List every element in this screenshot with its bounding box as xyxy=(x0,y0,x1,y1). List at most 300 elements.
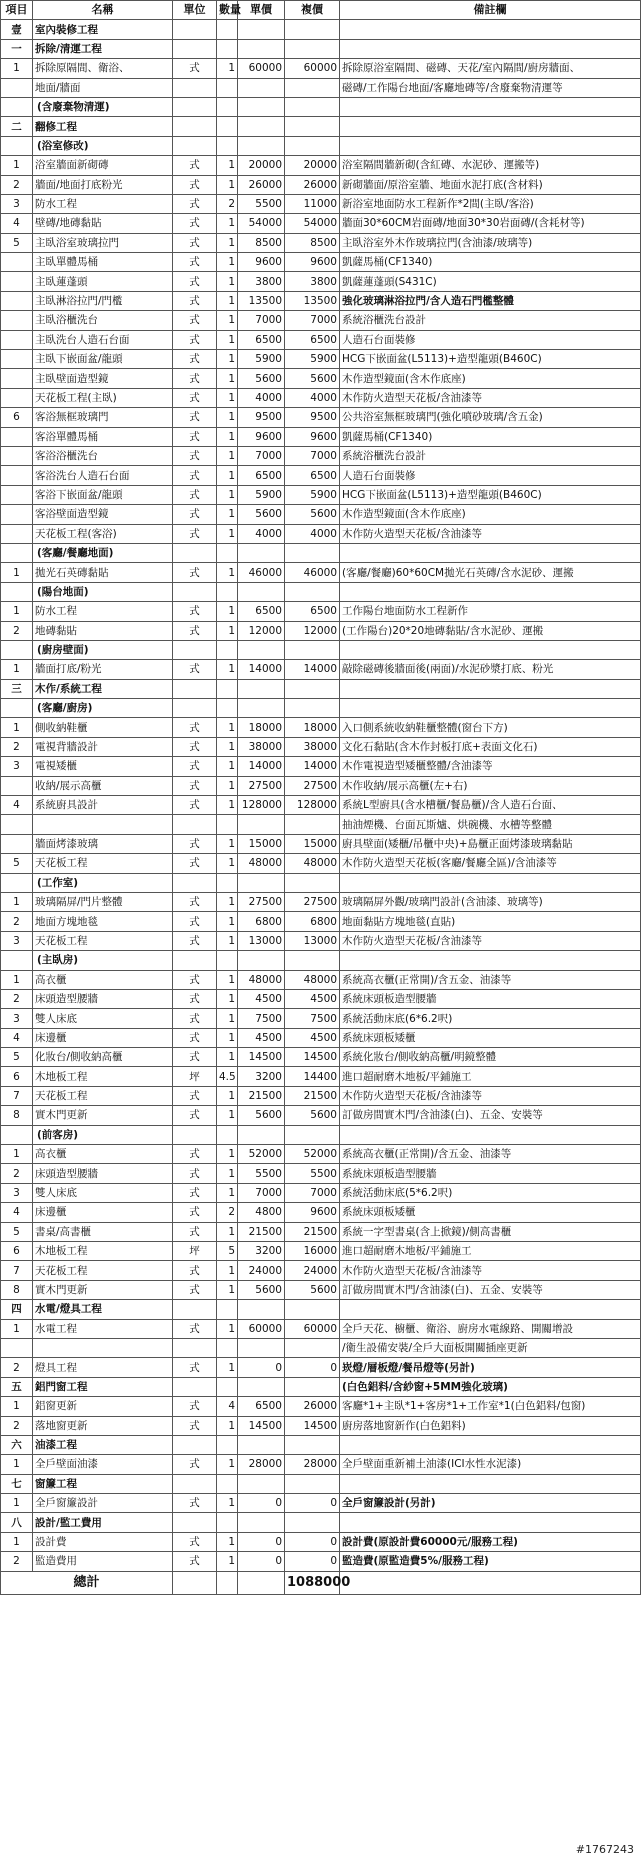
row-qty: 1 xyxy=(217,408,238,427)
row-remarks: 監造費(原監造費5%/服務工程) xyxy=(340,1552,641,1571)
row-unit: 式 xyxy=(173,291,217,310)
table-row xyxy=(1,776,641,795)
row-price: 8500 xyxy=(238,233,285,252)
table-row xyxy=(1,1183,641,1202)
row-unit: 式 xyxy=(173,854,217,873)
row-item: 三 xyxy=(1,679,33,698)
header-price: 單價 xyxy=(238,1,285,20)
row-remarks: 木作收納/展示高櫃(左+右) xyxy=(340,776,641,795)
row-remarks: 人造石台面裝修 xyxy=(340,330,641,349)
row-name: 鋁門窗工程 xyxy=(33,1377,173,1396)
row-name: 客浴洗台人造石台面 xyxy=(33,466,173,485)
row-amount: 9600 xyxy=(285,253,340,272)
row-price: 7500 xyxy=(238,1009,285,1028)
row-qty xyxy=(217,699,238,718)
row-name: (客廳/廚房) xyxy=(33,699,173,718)
row-amount: 8500 xyxy=(285,233,340,252)
row-name: 窗簾工程 xyxy=(33,1474,173,1493)
row-item: 六 xyxy=(1,1435,33,1454)
table-row xyxy=(1,233,641,252)
row-amount: 48000 xyxy=(285,854,340,873)
row-qty: 1 xyxy=(217,1455,238,1474)
row-price: 13500 xyxy=(238,291,285,310)
row-qty: 1 xyxy=(217,602,238,621)
row-remarks: 系統活動床底(5*6.2呎) xyxy=(340,1183,641,1202)
row-amount: 26000 xyxy=(285,175,340,194)
row-unit: 式 xyxy=(173,156,217,175)
row-qty: 1 xyxy=(217,485,238,504)
row-unit: 式 xyxy=(173,1106,217,1125)
row-name: 壁磚/地磚黏貼 xyxy=(33,214,173,233)
row-qty: 1 xyxy=(217,369,238,388)
row-price: 9600 xyxy=(238,427,285,446)
row-qty: 1 xyxy=(217,776,238,795)
row-remarks: 木作防火造型天花板/含油漆等 xyxy=(340,524,641,543)
row-name: 拆除/清運工程 xyxy=(33,39,173,58)
row-amount: 21500 xyxy=(285,1222,340,1241)
table-row xyxy=(1,524,641,543)
row-amount xyxy=(285,1338,340,1357)
row-qty: 1 xyxy=(217,1222,238,1241)
row-name: 客浴無框玻璃門 xyxy=(33,408,173,427)
row-item xyxy=(1,543,33,562)
row-price xyxy=(238,1125,285,1144)
table-row xyxy=(1,1086,641,1105)
row-amount: 20000 xyxy=(285,156,340,175)
row-name: 電視矮櫃 xyxy=(33,757,173,776)
row-name: 牆面/地面打底粉光 xyxy=(33,175,173,194)
row-qty: 1 xyxy=(217,1048,238,1067)
row-name: 天花板工程 xyxy=(33,931,173,950)
row-qty: 1 xyxy=(217,350,238,369)
row-name: (廚房壁面) xyxy=(33,640,173,659)
row-amount: 9600 xyxy=(285,1203,340,1222)
row-qty: 1 xyxy=(217,311,238,330)
table-row xyxy=(1,1280,641,1299)
row-unit: 式 xyxy=(173,621,217,640)
row-price: 13000 xyxy=(238,931,285,950)
row-amount: 3800 xyxy=(285,272,340,291)
row-item: 7 xyxy=(1,1261,33,1280)
row-item xyxy=(1,369,33,388)
row-qty xyxy=(217,679,238,698)
row-item: 6 xyxy=(1,1067,33,1086)
total-value: 1088000 xyxy=(285,1571,340,1594)
row-price: 4500 xyxy=(238,1028,285,1047)
row-unit: 式 xyxy=(173,1028,217,1047)
row-unit: 式 xyxy=(173,718,217,737)
row-item xyxy=(1,873,33,892)
row-qty: 1 xyxy=(217,796,238,815)
row-name: (主臥房) xyxy=(33,951,173,970)
row-amount xyxy=(285,39,340,58)
row-unit: 式 xyxy=(173,311,217,330)
row-qty: 4.5 xyxy=(217,1067,238,1086)
row-unit: 式 xyxy=(173,1203,217,1222)
row-price xyxy=(238,640,285,659)
table-row xyxy=(1,20,641,39)
row-remarks: 全戶窗簾設計(另計) xyxy=(340,1494,641,1513)
row-unit: 式 xyxy=(173,1397,217,1416)
row-amount xyxy=(285,873,340,892)
row-amount: 7000 xyxy=(285,311,340,330)
row-price: 24000 xyxy=(238,1261,285,1280)
row-price: 7000 xyxy=(238,311,285,330)
row-price xyxy=(238,873,285,892)
row-name: 地磚黏貼 xyxy=(33,621,173,640)
row-qty xyxy=(217,117,238,136)
row-remarks: 牆面30*60CM岩面磚/地面30*30岩面磚/(含耗材等) xyxy=(340,214,641,233)
table-row xyxy=(1,1494,641,1513)
row-remarks xyxy=(340,97,641,116)
row-qty: 1 xyxy=(217,1552,238,1571)
row-qty: 1 xyxy=(217,1106,238,1125)
row-price: 54000 xyxy=(238,214,285,233)
row-name: 實木門更新 xyxy=(33,1106,173,1125)
row-remarks: 木作防火造型天花板(客廳/餐廳全區)/含油漆等 xyxy=(340,854,641,873)
row-item: 2 xyxy=(1,1164,33,1183)
row-price: 14000 xyxy=(238,660,285,679)
row-qty xyxy=(217,815,238,834)
row-name: 主臥蓮蓬頭 xyxy=(33,272,173,291)
row-item xyxy=(1,350,33,369)
row-remarks xyxy=(340,1513,641,1532)
row-remarks: HCG下嵌面盆(L5113)+造型龍頭(B460C) xyxy=(340,485,641,504)
row-item: 四 xyxy=(1,1300,33,1319)
table-row xyxy=(1,291,641,310)
row-item xyxy=(1,834,33,853)
header-qty: 數量 xyxy=(217,1,238,20)
row-unit xyxy=(173,1474,217,1493)
row-unit: 式 xyxy=(173,427,217,446)
row-unit xyxy=(173,582,217,601)
row-name: 室內裝修工程 xyxy=(33,20,173,39)
row-qty: 1 xyxy=(217,970,238,989)
row-name: (陽台地面) xyxy=(33,582,173,601)
row-qty: 1 xyxy=(217,388,238,407)
row-remarks: 崁燈/層板燈/餐吊燈等(另計) xyxy=(340,1358,641,1377)
row-qty: 1 xyxy=(217,1319,238,1338)
row-name: 翻修工程 xyxy=(33,117,173,136)
row-qty: 2 xyxy=(217,194,238,213)
row-remarks: 系統一字型書桌(含上掀鏡)/側高書櫃 xyxy=(340,1222,641,1241)
table-row xyxy=(1,1106,641,1125)
row-name: 主臥浴室玻璃拉門 xyxy=(33,233,173,252)
row-name xyxy=(33,815,173,834)
table-row xyxy=(1,1028,641,1047)
row-item xyxy=(1,311,33,330)
row-remarks: 浴室隔間牆新砌(含紅磚、水泥砂、運搬等) xyxy=(340,156,641,175)
row-unit: 式 xyxy=(173,1145,217,1164)
row-remarks: (工作陽台)20*20地磚黏貼/含水泥砂、運搬 xyxy=(340,621,641,640)
row-price: 21500 xyxy=(238,1222,285,1241)
row-price: 20000 xyxy=(238,156,285,175)
row-price xyxy=(238,20,285,39)
row-unit: 式 xyxy=(173,912,217,931)
row-item xyxy=(1,505,33,524)
row-price xyxy=(238,78,285,97)
row-remarks: 木作造型鏡面(含木作底座) xyxy=(340,505,641,524)
row-item: 1 xyxy=(1,1494,33,1513)
row-unit xyxy=(173,1513,217,1532)
row-item: 4 xyxy=(1,796,33,815)
row-price: 27500 xyxy=(238,892,285,911)
row-name: 高衣櫃 xyxy=(33,970,173,989)
row-item xyxy=(1,815,33,834)
row-item: 1 xyxy=(1,970,33,989)
table-row xyxy=(1,1164,641,1183)
row-qty: 1 xyxy=(217,1280,238,1299)
table-row xyxy=(1,660,641,679)
row-price: 18000 xyxy=(238,718,285,737)
table-row xyxy=(1,1009,641,1028)
row-item: 2 xyxy=(1,1552,33,1571)
row-unit: 式 xyxy=(173,660,217,679)
row-remarks xyxy=(340,39,641,58)
row-price xyxy=(238,117,285,136)
row-unit: 式 xyxy=(173,1009,217,1028)
row-name: 書桌/高書櫃 xyxy=(33,1222,173,1241)
row-item xyxy=(1,776,33,795)
table-row xyxy=(1,408,641,427)
row-price xyxy=(238,39,285,58)
row-amount: 60000 xyxy=(285,1319,340,1338)
row-qty: 1 xyxy=(217,1416,238,1435)
row-item: 八 xyxy=(1,1513,33,1532)
table-row xyxy=(1,796,641,815)
row-price: 3200 xyxy=(238,1067,285,1086)
row-item: 5 xyxy=(1,854,33,873)
row-item xyxy=(1,388,33,407)
row-qty xyxy=(217,1338,238,1357)
row-remarks: 凱薩馬桶(CF1340) xyxy=(340,253,641,272)
row-name: (工作室) xyxy=(33,873,173,892)
row-unit: 式 xyxy=(173,970,217,989)
row-name: 地面/牆面 xyxy=(33,78,173,97)
row-item xyxy=(1,272,33,291)
row-price xyxy=(238,951,285,970)
row-unit xyxy=(173,951,217,970)
row-item xyxy=(1,136,33,155)
table-row xyxy=(1,1203,641,1222)
row-item xyxy=(1,582,33,601)
row-amount: 38000 xyxy=(285,737,340,756)
row-qty xyxy=(217,39,238,58)
row-amount: 4500 xyxy=(285,989,340,1008)
row-unit: 式 xyxy=(173,1048,217,1067)
row-name: 防水工程 xyxy=(33,194,173,213)
row-amount xyxy=(285,699,340,718)
row-name: 木地板工程 xyxy=(33,1067,173,1086)
row-price: 28000 xyxy=(238,1455,285,1474)
table-row xyxy=(1,1048,641,1067)
row-name: 天花板工程(主臥) xyxy=(33,388,173,407)
row-amount: 12000 xyxy=(285,621,340,640)
row-unit: 式 xyxy=(173,796,217,815)
row-qty xyxy=(217,78,238,97)
table-row xyxy=(1,1125,641,1144)
row-name: 主臥洗台人造石台面 xyxy=(33,330,173,349)
row-price: 128000 xyxy=(238,796,285,815)
row-name: 木作/系統工程 xyxy=(33,679,173,698)
row-price: 21500 xyxy=(238,1086,285,1105)
row-price xyxy=(238,1338,285,1357)
row-remarks: 文化石黏貼(含木作封板打底+表面文化石) xyxy=(340,737,641,756)
header-remarks: 備註欄 xyxy=(340,1,641,20)
row-amount: 5600 xyxy=(285,505,340,524)
row-amount xyxy=(285,117,340,136)
row-remarks: 強化玻璃淋浴拉門/含人造石門檻整體 xyxy=(340,291,641,310)
row-amount: 13500 xyxy=(285,291,340,310)
row-remarks: 廚房落地窗新作(白色鋁料) xyxy=(340,1416,641,1435)
row-unit: 式 xyxy=(173,1416,217,1435)
row-unit: 式 xyxy=(173,466,217,485)
row-item: 五 xyxy=(1,1377,33,1396)
row-qty xyxy=(217,20,238,39)
row-price: 6800 xyxy=(238,912,285,931)
table-row xyxy=(1,253,641,272)
row-qty xyxy=(217,543,238,562)
row-amount: 6800 xyxy=(285,912,340,931)
row-unit: 式 xyxy=(173,485,217,504)
row-name: 天花板工程 xyxy=(33,1261,173,1280)
row-unit: 式 xyxy=(173,1086,217,1105)
row-remarks: 系統床頭板造型腰牆 xyxy=(340,1164,641,1183)
row-name: 客浴單體馬桶 xyxy=(33,427,173,446)
row-name: 雙人床底 xyxy=(33,1183,173,1202)
row-item: 壹 xyxy=(1,20,33,39)
row-remarks xyxy=(340,873,641,892)
row-name: 收納/展示高櫃 xyxy=(33,776,173,795)
row-unit: 式 xyxy=(173,931,217,950)
row-remarks xyxy=(340,679,641,698)
table-row xyxy=(1,931,641,950)
row-unit xyxy=(173,815,217,834)
row-price: 0 xyxy=(238,1358,285,1377)
row-item: 1 xyxy=(1,660,33,679)
row-unit: 式 xyxy=(173,272,217,291)
row-qty: 1 xyxy=(217,1164,238,1183)
row-remarks: 系統浴櫃洗台設計 xyxy=(340,446,641,465)
row-name: 設計費 xyxy=(33,1532,173,1551)
row-amount: 18000 xyxy=(285,718,340,737)
row-item: 1 xyxy=(1,563,33,582)
row-unit xyxy=(173,1435,217,1454)
row-unit: 式 xyxy=(173,253,217,272)
row-qty: 1 xyxy=(217,233,238,252)
row-qty xyxy=(217,640,238,659)
row-qty xyxy=(217,1474,238,1493)
row-price: 5600 xyxy=(238,505,285,524)
row-unit: 式 xyxy=(173,505,217,524)
row-price: 5600 xyxy=(238,1106,285,1125)
table-row xyxy=(1,757,641,776)
row-item xyxy=(1,640,33,659)
row-item xyxy=(1,951,33,970)
row-unit xyxy=(173,39,217,58)
row-amount xyxy=(285,1474,340,1493)
row-remarks: 人造石台面裝修 xyxy=(340,466,641,485)
row-price: 4800 xyxy=(238,1203,285,1222)
watermark: #1767243 xyxy=(575,1843,634,1856)
row-amount: 0 xyxy=(285,1494,340,1513)
row-price xyxy=(238,1513,285,1532)
row-name: 牆面烤漆玻璃 xyxy=(33,834,173,853)
table-row xyxy=(1,912,641,931)
row-unit xyxy=(173,1125,217,1144)
row-remarks: (客廳/餐廳)60*60CM拋光石英磚/含水泥砂、運搬 xyxy=(340,563,641,582)
row-item xyxy=(1,427,33,446)
row-unit: 式 xyxy=(173,369,217,388)
row-item: 2 xyxy=(1,175,33,194)
row-item: 4 xyxy=(1,1028,33,1047)
row-item: 5 xyxy=(1,1048,33,1067)
row-unit: 式 xyxy=(173,1494,217,1513)
row-unit: 坪 xyxy=(173,1067,217,1086)
header-row xyxy=(1,1,641,20)
row-qty xyxy=(217,1377,238,1396)
row-amount: 28000 xyxy=(285,1455,340,1474)
row-item: 8 xyxy=(1,1280,33,1299)
row-qty: 1 xyxy=(217,1009,238,1028)
row-name: 天花板工程(客浴) xyxy=(33,524,173,543)
row-qty: 1 xyxy=(217,892,238,911)
row-unit: 式 xyxy=(173,175,217,194)
row-remarks: 系統L型廚具(含水槽櫃/餐島櫃)/含人造石台面、 xyxy=(340,796,641,815)
row-unit xyxy=(173,1338,217,1357)
table-row xyxy=(1,718,641,737)
row-amount: 24000 xyxy=(285,1261,340,1280)
row-name: 雙人床底 xyxy=(33,1009,173,1028)
row-price: 14500 xyxy=(238,1416,285,1435)
row-unit: 式 xyxy=(173,408,217,427)
row-price xyxy=(238,97,285,116)
row-price: 9600 xyxy=(238,253,285,272)
row-price: 6500 xyxy=(238,330,285,349)
row-unit: 式 xyxy=(173,1455,217,1474)
row-item: 2 xyxy=(1,912,33,931)
table-row xyxy=(1,854,641,873)
row-name: 全戶壁面油漆 xyxy=(33,1455,173,1474)
row-unit xyxy=(173,97,217,116)
row-price xyxy=(238,543,285,562)
row-amount xyxy=(285,97,340,116)
row-amount: 5900 xyxy=(285,485,340,504)
row-amount: 0 xyxy=(285,1358,340,1377)
row-item: 1 xyxy=(1,1455,33,1474)
row-price: 15000 xyxy=(238,834,285,853)
table-row xyxy=(1,388,641,407)
row-price: 0 xyxy=(238,1532,285,1551)
row-unit: 式 xyxy=(173,1552,217,1571)
row-remarks: 主臥浴室外木作玻璃拉門(含油漆/玻璃等) xyxy=(340,233,641,252)
row-name: 床頭造型腰牆 xyxy=(33,989,173,1008)
row-item: 5 xyxy=(1,1222,33,1241)
row-remarks: 公共浴室無框玻璃門(強化噴砂玻璃/含五金) xyxy=(340,408,641,427)
row-amount: 54000 xyxy=(285,214,340,233)
table-row xyxy=(1,369,641,388)
row-qty: 1 xyxy=(217,253,238,272)
row-amount: 9600 xyxy=(285,427,340,446)
table-row xyxy=(1,602,641,621)
row-remarks: 玻璃隔屏外觀/玻璃門設計(含油漆、玻璃等) xyxy=(340,892,641,911)
table-row xyxy=(1,311,641,330)
row-remarks: 木作防火造型天花板/含油漆等 xyxy=(340,1086,641,1105)
row-name xyxy=(33,1338,173,1357)
row-price: 48000 xyxy=(238,854,285,873)
row-remarks: 木作電視造型矮櫃整體/含油漆等 xyxy=(340,757,641,776)
row-unit xyxy=(173,20,217,39)
